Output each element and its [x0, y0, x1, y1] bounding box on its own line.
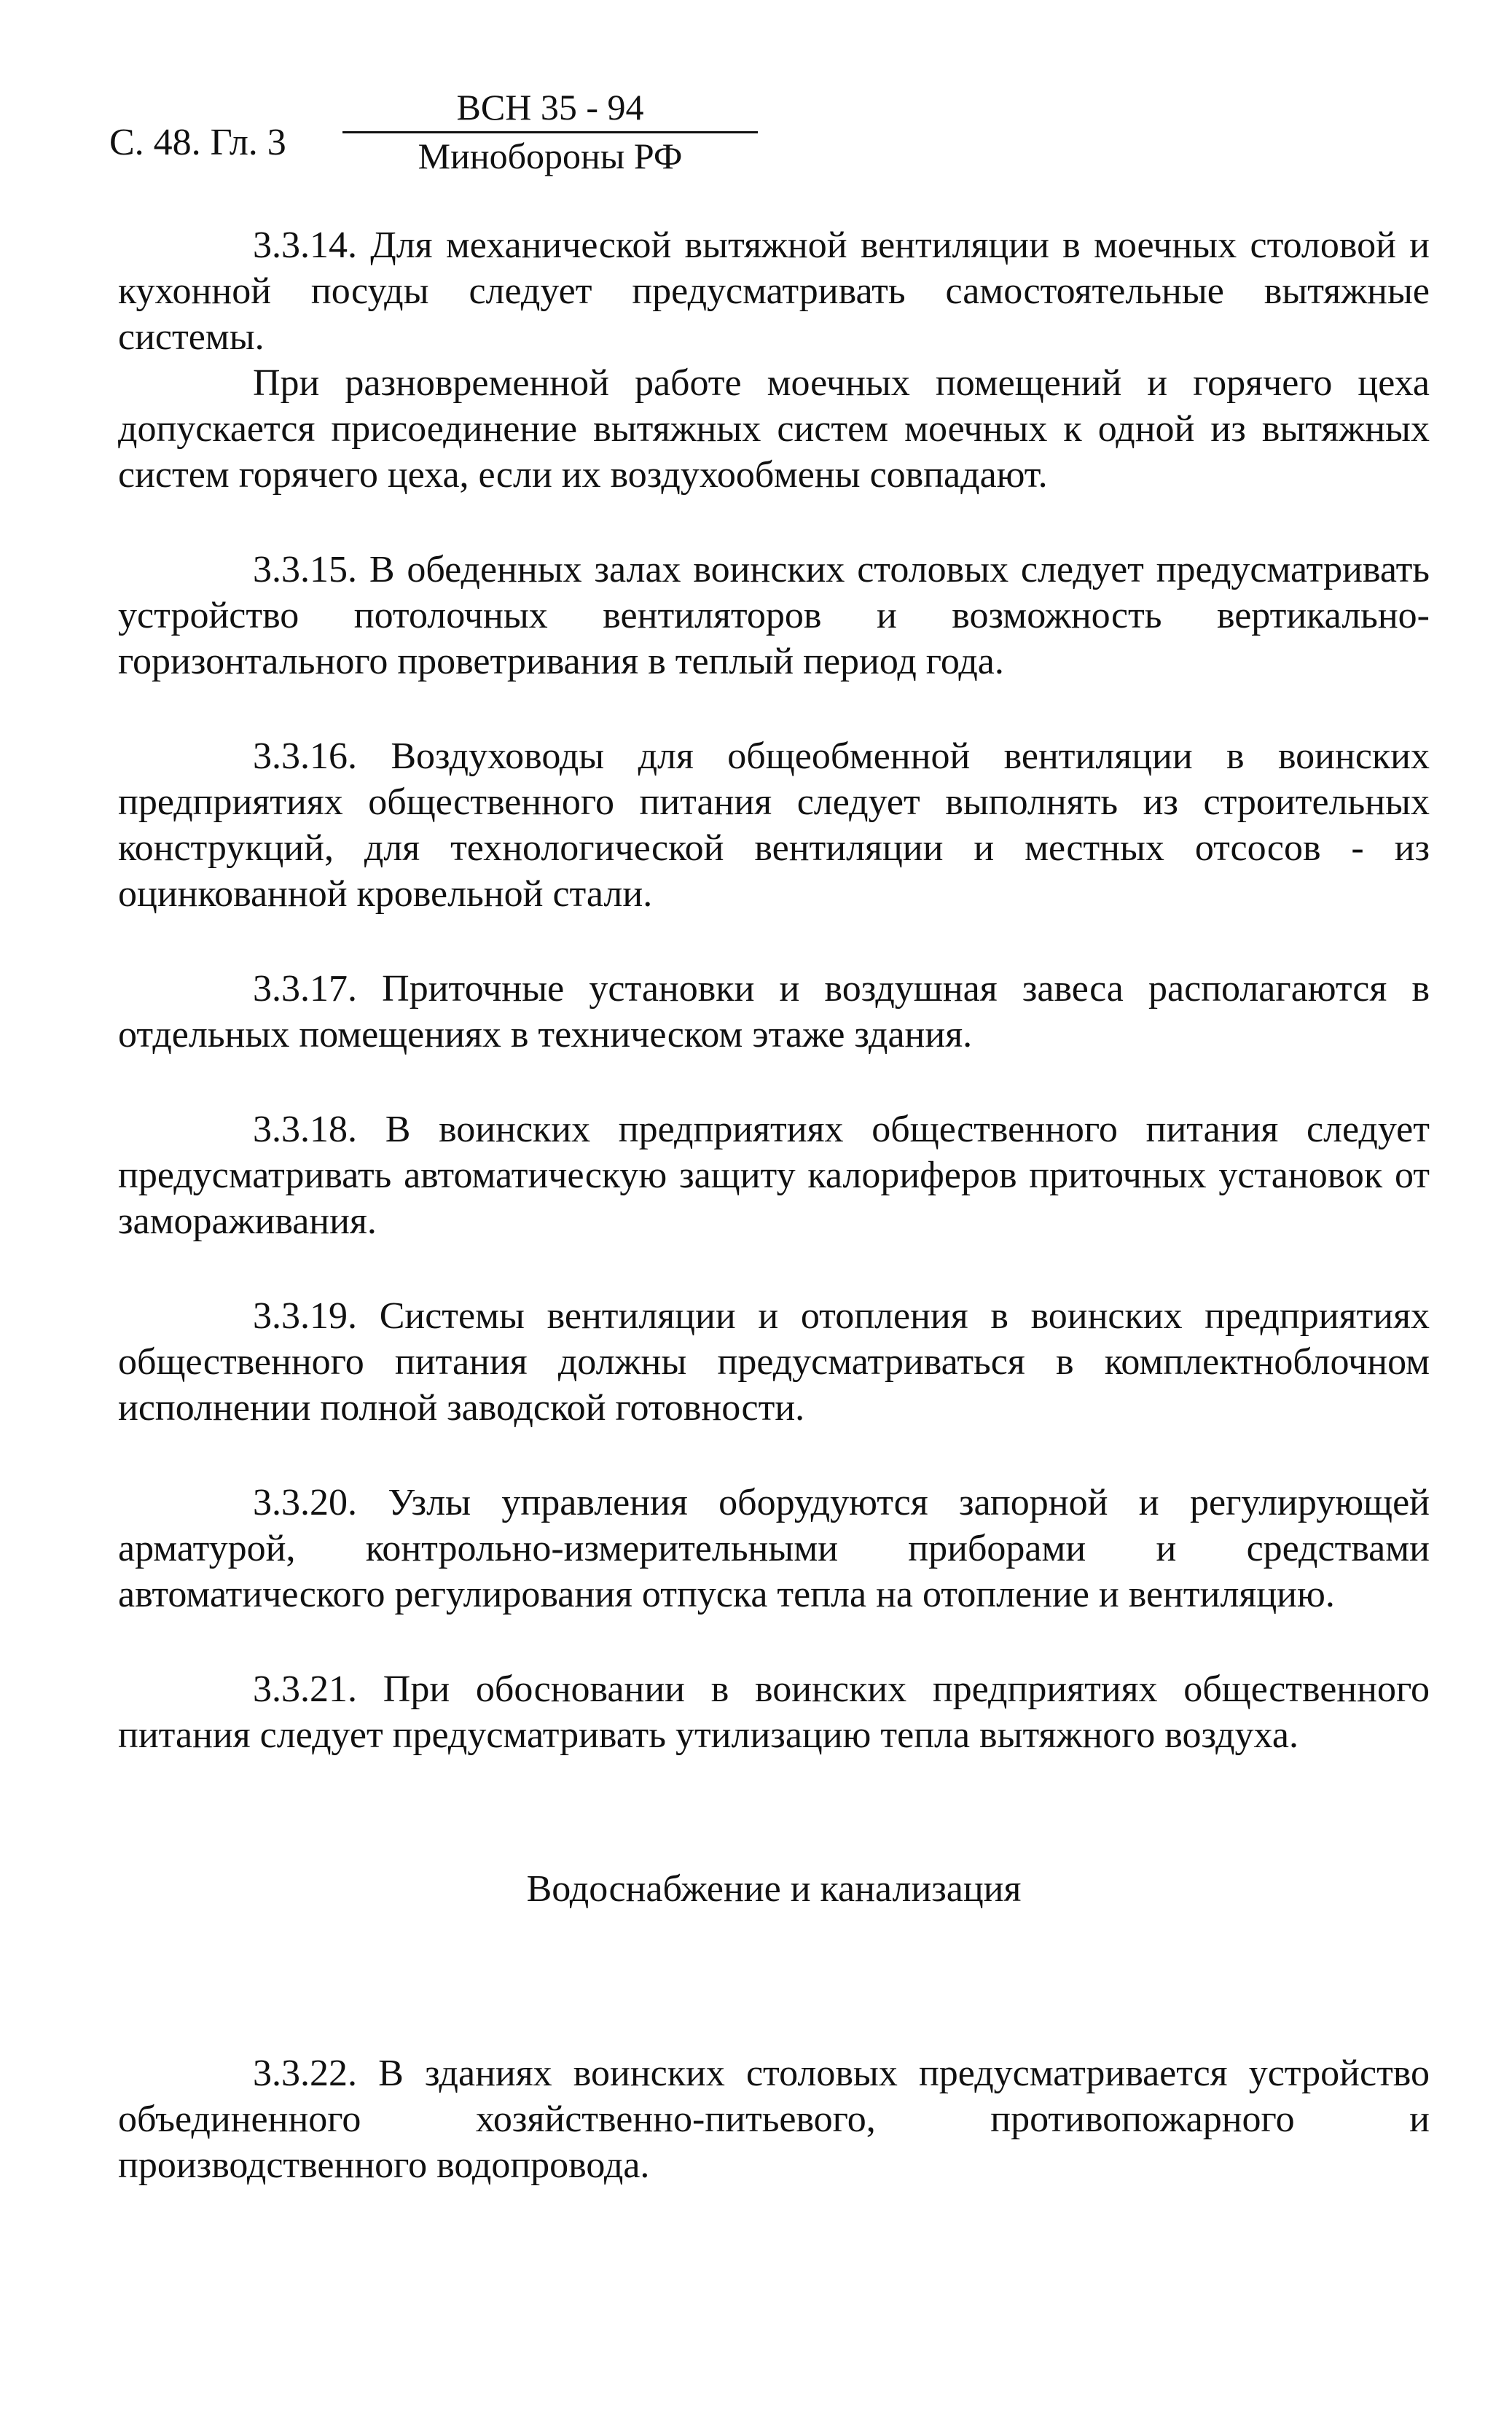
paragraph-3-3-14-continuation [118, 360, 1430, 498]
paragraph-text: В обеденных залах воинских столовых следует предусматривать устройство потолочных вентиляторов и возможность вертикально-горизонтального проветривания в теплый период года. [118, 549, 1430, 682]
paragraph-3-3-20 [118, 1480, 1430, 1617]
paragraph-number: 3.3.19. [253, 1295, 357, 1337]
paragraph-number: 3.3.22. [253, 2053, 357, 2094]
paragraph-text: Системы вентиляции и отопления в воинских предприятиях общественного питания должны предусматриваться в комплектноблочном исполнении полной заводской готовности. [118, 1295, 1430, 1429]
paragraph-number: 3.3.16. [253, 735, 357, 777]
paragraph-text: Приточные установки и воздушная завеса располагаются в отдельных помещениях в техническом этаже здания. [118, 968, 1430, 1055]
paragraph-number: 3.3.18. [253, 1109, 357, 1150]
paragraph-number: 3.3.15. [253, 549, 357, 590]
page-reference: С. 48. Гл. 3 [109, 122, 286, 163]
paragraph-3-3-22 [118, 2050, 1430, 2188]
paragraph-number: 3.3.14. [253, 225, 357, 266]
paragraph-number: 3.3.20. [253, 1482, 357, 1523]
paragraph-3-3-16 [118, 733, 1430, 917]
paragraph-3-3-17 [118, 966, 1430, 1058]
section-heading: Водоснабжение и канализация [526, 1868, 1022, 1910]
paragraph-3-3-21 [118, 1666, 1430, 1758]
paragraph-text: Узлы управления оборудуются запорной и регулирующей арматурой, контрольно-измерительными приборами и средствами автоматического регулирования отпуска тепла на отопление и вентиляцию. [118, 1482, 1430, 1615]
standard-code: ВСН 35 - 94 [342, 86, 758, 133]
paragraph-3-3-19 [118, 1293, 1430, 1431]
paragraph-3-3-18 [118, 1106, 1430, 1244]
paragraph-text: В зданиях воинских столовых предусматривается устройство объединенного хозяйственно-питьевого, противопожарного и производственного водопровода. [118, 2053, 1430, 2186]
paragraph-text: В воинских предприятиях общественного питания следует предусматривать автоматическую защиту калориферов приточных установок от замораживания. [118, 1109, 1430, 1242]
page-header [109, 86, 692, 188]
paragraph-3-3-14 [118, 222, 1430, 360]
paragraph-number: 3.3.17. [253, 968, 357, 1010]
paragraph-text: Для механической вытяжной вентиляции в моечных столовой и кухонной посуды следует предусматривать самостоятельные вытяжные системы. [118, 225, 1430, 358]
paragraph-text: При разновременной работе моечных помещений и горячего цеха допускается присоединение вытяжных систем моечных к одной из вытяжных систем горячего цеха, если их воздухообмены совпадают. [118, 362, 1430, 496]
issuing-organization: Минобороны РФ [418, 136, 683, 176]
standard-designation [342, 86, 758, 179]
paragraph-text: При обосновании в воинских предприятиях общественного питания следует предусматривать утилизацию тепла вытяжного воздуха. [118, 1668, 1430, 1756]
paragraph-text: Воздуховоды для общеобменной вентиляции в воинских предприятиях общественного питания следует выполнять из строительных конструкций, для технологической вентиляции и местных отсосов - из оцинкованной кровельной стали. [118, 735, 1430, 915]
document-body [118, 222, 1430, 2237]
paragraph-3-3-15 [118, 547, 1430, 684]
paragraph-number: 3.3.21. [253, 1668, 357, 1710]
